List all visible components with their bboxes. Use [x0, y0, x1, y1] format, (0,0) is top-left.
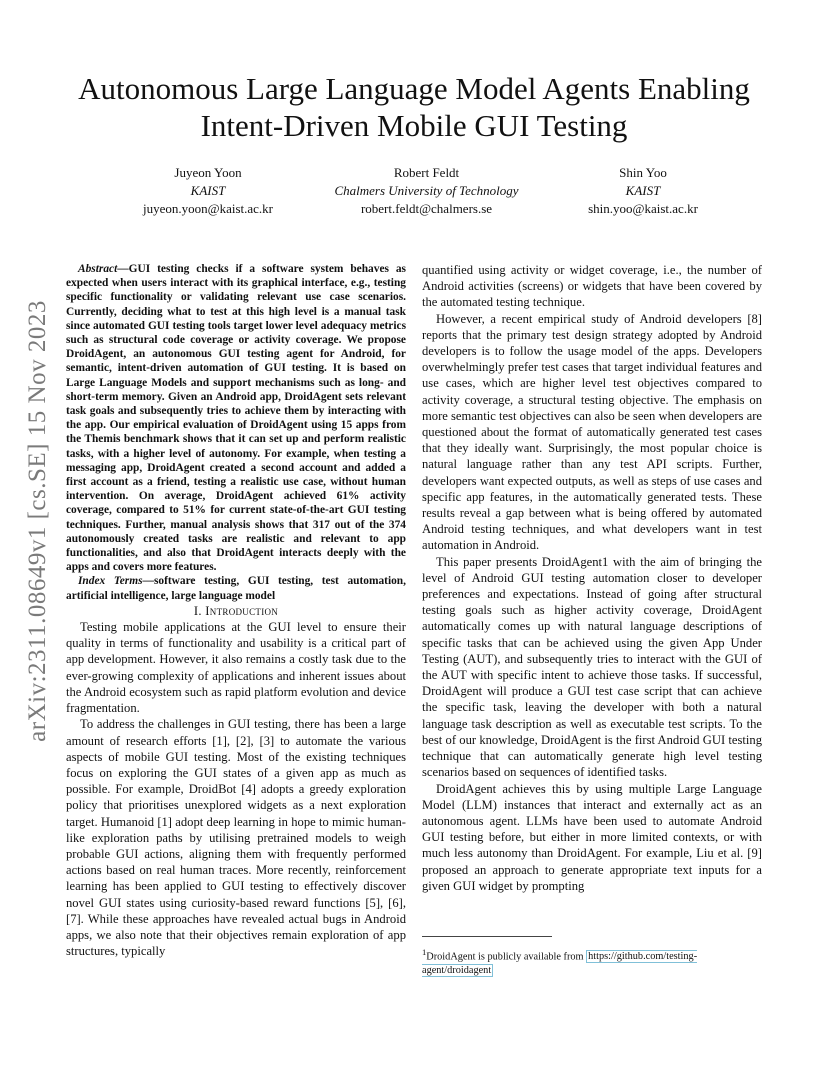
author-email: shin.yoo@kaist.ac.kr: [588, 201, 698, 216]
paper-title: Autonomous Large Language Model Agents Enabling Intent-Driven Mobile GUI Testing: [78, 71, 750, 143]
author-block-2: [314, 164, 539, 218]
body-paragraph: To address the challenges in GUI testing, there has been a large amount of research efforts [1], [2], [3] to automate the various aspects of mobile GUI testing. Most of the existing techniques focus on exploring the GUI states of a given app as much as possible. For example, DroidBot [4] adopts a greedy exploration policy that prioritises unexplored widgets as a next exploration target. Humanoid [1] adopt deep learning in hope to mimic human-like exploration paths by utilising pretrained models to weigh probable GUI actions, aligning them with frequently performed actions based on real human traces. More recently, reinforcement learning has been applied to GUI testing to effectively discover novel GUI states using curiosity-based reward functions [5], [6], [7]. While these approaches have revealed actual bugs in Android apps, we also note that their objectives remain exploration of app structures, typically: [66, 717, 406, 959]
body-paragraph: quantified using activity or widget coverage, i.e., the number of Android activities (screens) or widgets that have been covered by the automated testing technique.: [422, 263, 762, 310]
footnote-link[interactable]: https://github.com/testing-agent/droidagent: [422, 951, 698, 976]
section-heading: I. Introduction: [193, 603, 279, 618]
footnote: [422, 946, 762, 977]
body-paragraph: However, a recent empirical study of Android developers [8] reports that the primary test design strategy adopted by Android developers is to follow the usage model of the apps. Developers overwhelmingly prefer test cases that target individual features and use cases, which are higher level test objectives compared to activity coverage, a structural testing objective. The emphasis on more semantic test objectives can also be seen when developers are questioned about the format of automatically generated test cases that they ideally want. Surprisingly, the most popular choice is natural language rather than any test API scripts. Further, developers want expected outputs, as well as steps of use cases and specific app features, in the automatically generated tests. These results reveal a gap between what is being offered by automated Android testing techniques, and what developers want in test automation in Android.: [422, 311, 762, 553]
index-terms-label: Index Terms: [78, 575, 143, 588]
author-name: Shin Yoo: [619, 165, 667, 180]
body-paragraph: DroidAgent achieves this by using multiple Large Language Model (LLM) instances that interact and externally act as an autonomous agent. LLMs have been used to automate Android GUI testing before, but either in more limited contexts, or with much less autonomy than DroidAgent. For example, Liu et al. [9] proposed an approach to generate appropriate text inputs for a given GUI widget by prompting: [422, 781, 762, 893]
author-name: Juyeon Yoon: [174, 165, 242, 180]
body-paragraph: Testing mobile applications at the GUI level to ensure their quality in terms of functionality and usability is a critical part of app development. However, it also remains a costly task due to the ever-growing complexity of applications and inherent issues about the Android ecosystem such as rapid platform evolution and device fragmentation.: [66, 620, 406, 716]
author-name: Robert Feldt: [393, 165, 460, 180]
abstract-text: —GUI testing checks if a software system behaves as expected when users interact with its graphical interface, e.g., testing specific functionality or validating relevant use case scenarios. Currently, deciding what to test at this high level is a manual task since automated GUI testing tools target lower level adequacy metrics such as structural code coverage or activity coverage. We propose DroidAgent, an autonomous GUI testing agent for Android, for semantic, intent-driven automation of GUI testing. It is based on Large Language Models and support mechanisms such as long- and short-term memory. Given an Android app, DroidAgent sets relevant task goals and subsequently tries to achieve them by interacting with the app. Our empirical evaluation of DroidAgent using 15 apps from the Themis benchmark shows that it can set up and perform realistic tasks, with a higher level of autonomy. For example, when testing a messaging app, DroidAgent created a second account and added a first account as a friend, testing a realistic use case, without human intervention. On average, DroidAgent achieved 61% activity coverage, compared to 51% for current state-of-the-art GUI testing techniques. Further, manual analysis shows that 317 out of the 374 autonomously created tasks are realistic and relevant to app functionalities, and also that DroidAgent interacts deeply with the apps and covers more features.: [66, 263, 406, 574]
body-paragraph: This paper presents DroidAgent1 with the aim of bringing the level of Android GUI testing automation closer to developer preferences and expectations. Instead of going after structural testing goals such as higher activity coverage, DroidAgent automatically comes up with natural language descriptions of specific tasks that can be achieved using the given App Under Testing (AUT), and subsequently tries to interact with the GUI of the AUT with specific intent to achieve those tasks. If successful, DroidAgent will produce a GUI test case script that can achieve the specific task, leaving the developer with both a natural language task description as well as executable test scripts. To the best of our knowledge, DroidAgent is the first Android GUI testing technique that can automatically generate high level testing scenarios based on sequences of identified tasks.: [422, 554, 762, 780]
footnote-marker: 1: [422, 947, 427, 957]
author-email: juyeon.yoon@kaist.ac.kr: [142, 201, 274, 216]
arxiv-stamp-text: arXiv:2311.08649v1 [cs.SE] 15 Nov 2023: [24, 300, 51, 742]
arxiv-stamp: [18, 286, 58, 756]
right-column: [422, 262, 762, 894]
author-block-3: [552, 164, 734, 218]
author-affiliation: KAIST: [190, 183, 226, 198]
author-affiliation: KAIST: [625, 183, 661, 198]
author-email: robert.feldt@chalmers.se: [360, 201, 493, 216]
footnote-text: DroidAgent is publicly available from: [426, 951, 587, 963]
footnote-rule: [422, 936, 552, 937]
left-column: [66, 262, 406, 959]
abstract: [66, 262, 406, 574]
author-affiliation: Chalmers University of Technology: [334, 183, 519, 198]
index-terms: [66, 574, 406, 602]
index-terms-text: —software testing, GUI testing, test automation, artificial intelligence, large language model: [66, 575, 406, 602]
author-block-1: [118, 164, 298, 218]
abstract-label: Abstract: [78, 263, 118, 275]
